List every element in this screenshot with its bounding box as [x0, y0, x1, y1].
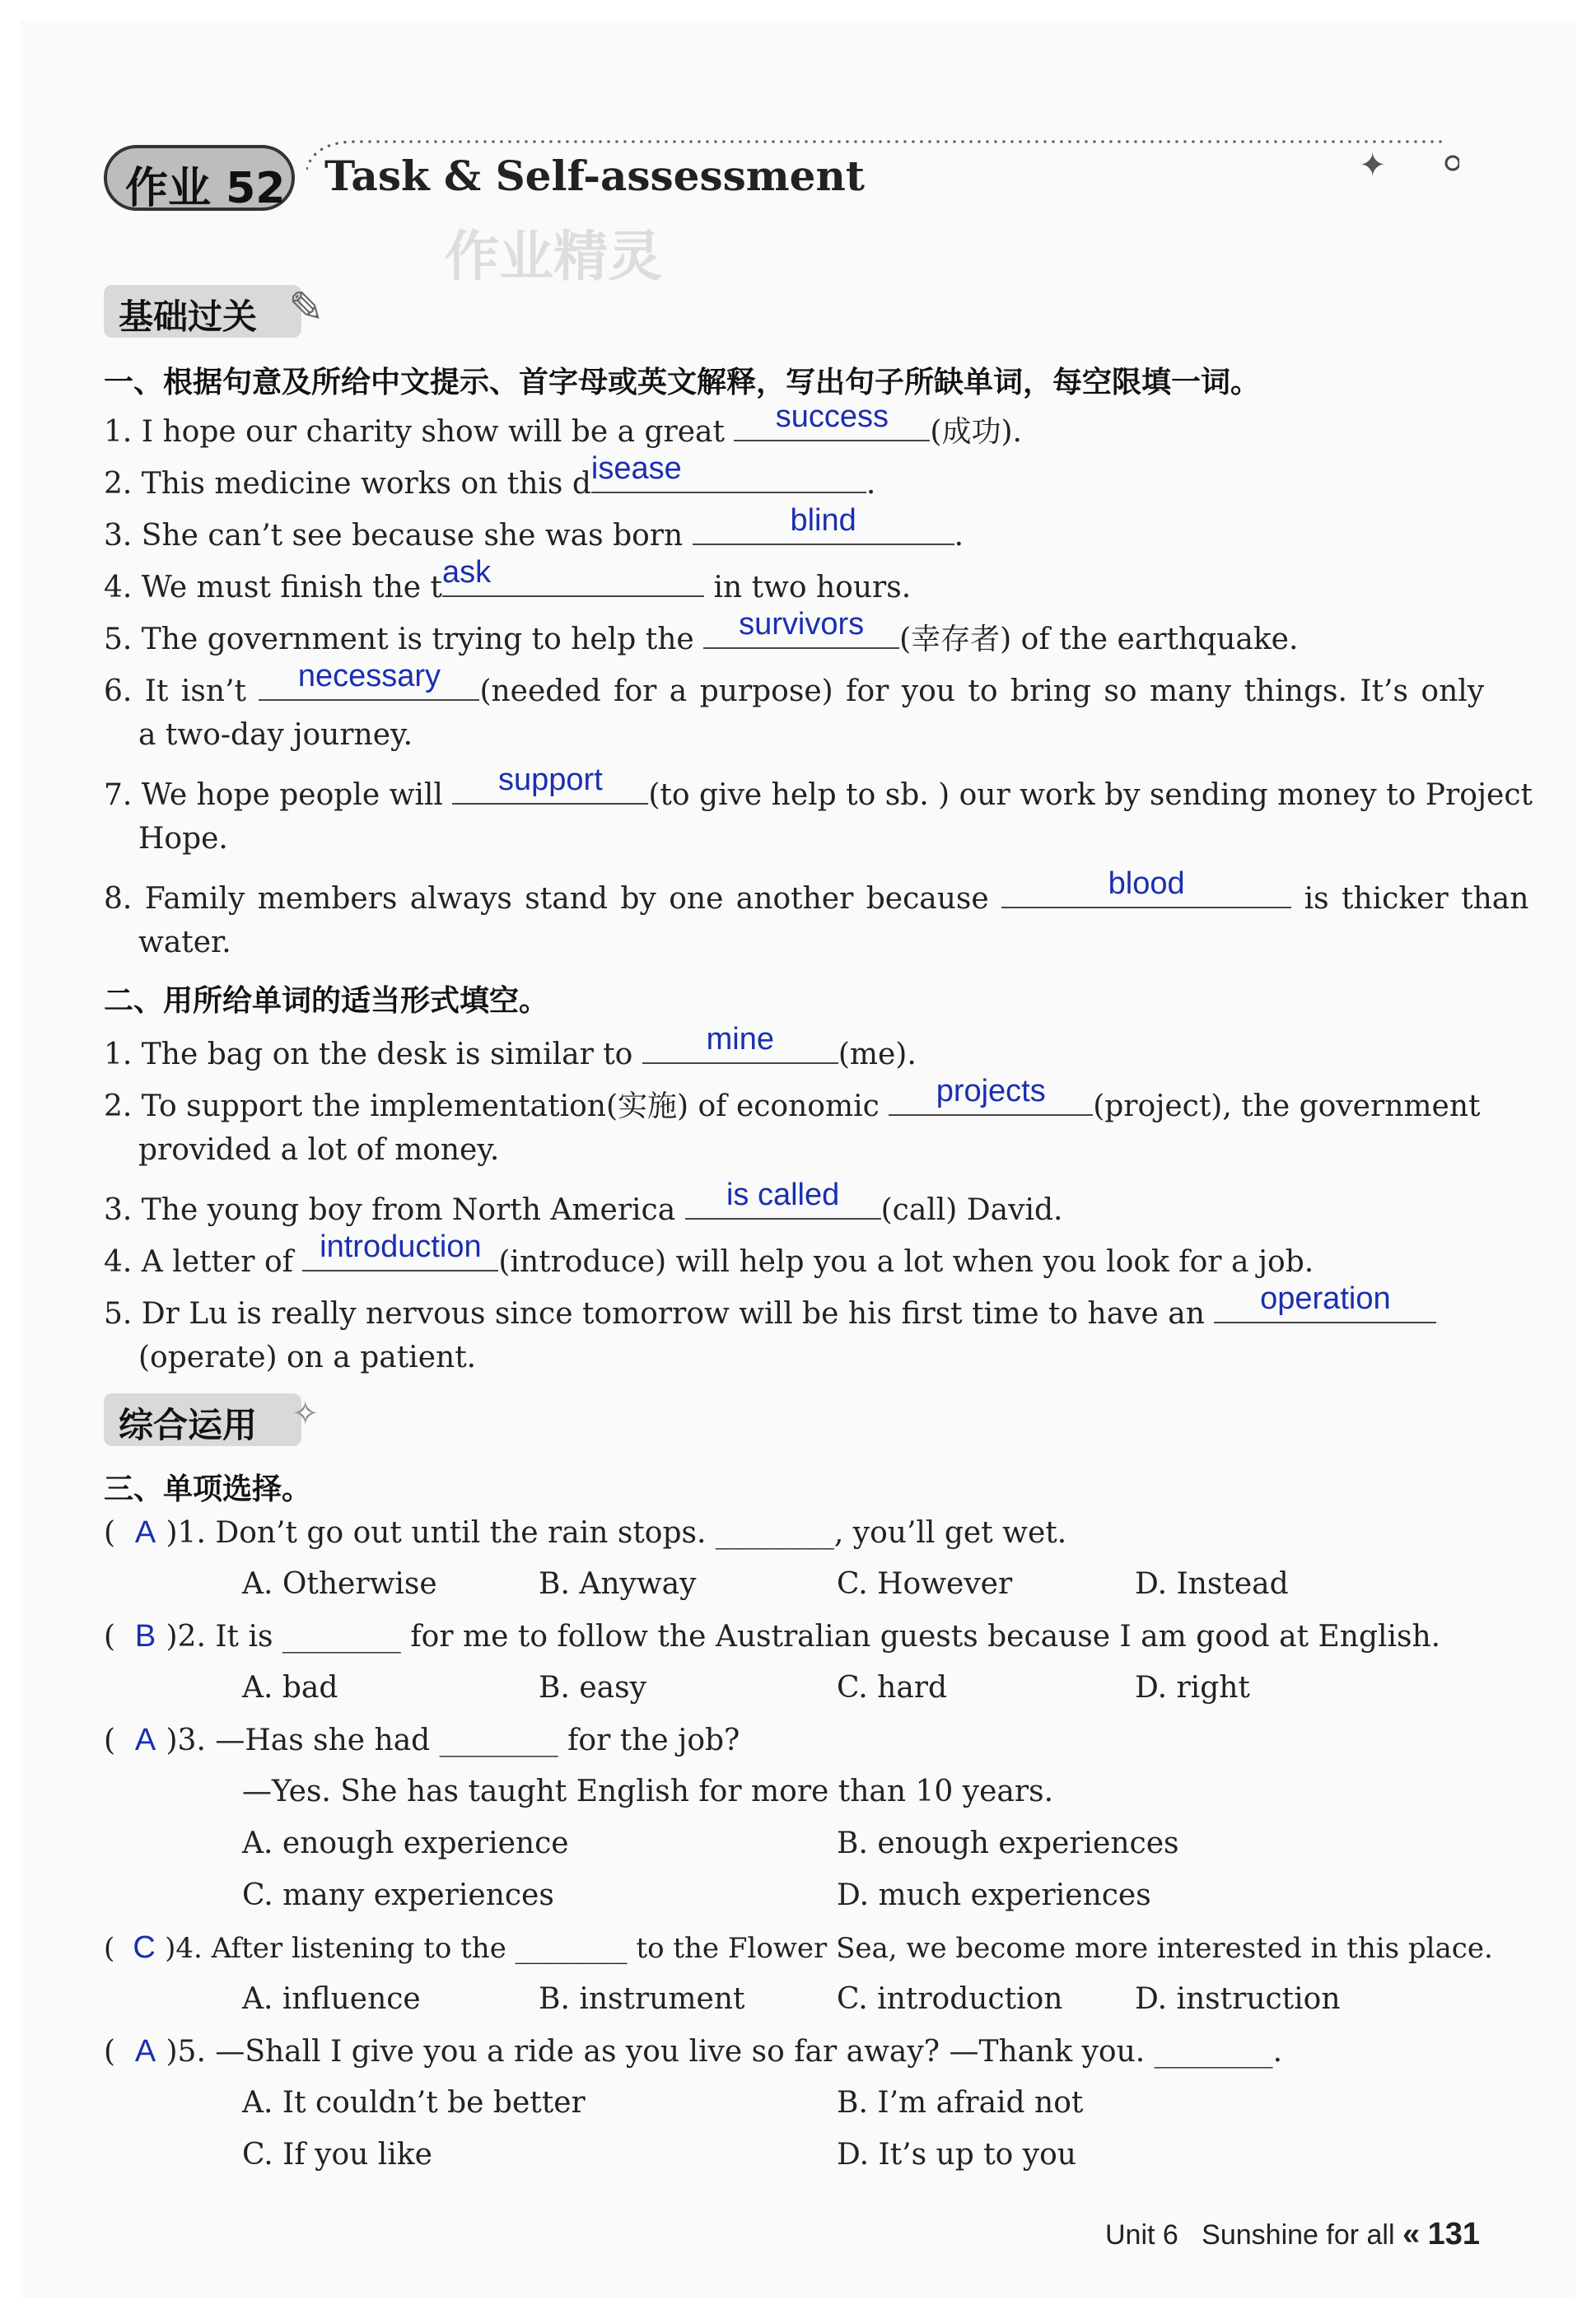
list-item: 5. Dr Lu is really nervous since tomorrow will be his first time to have an operation — [104, 1289, 1436, 1331]
list-item: 1. The bag on the desk is similar to mine (me). — [104, 1022, 917, 1071]
double-chevron-icon: « — [1402, 2217, 1421, 2251]
question: ( A )3. —Has she had ________ for the job? — [104, 1723, 740, 1757]
option: D. much experiences — [837, 1878, 1151, 1912]
sparkle-icon: ✧ — [292, 1395, 320, 1433]
option: A. influence — [242, 1982, 421, 2016]
list-item: 2. This medicine works on this d isease . — [104, 451, 876, 501]
mc-answer: A — [134, 2034, 156, 2069]
option: C. If you like — [242, 2138, 432, 2172]
list-item-continued: Hope. — [138, 822, 228, 856]
answer: introduction — [320, 1229, 482, 1264]
section-tag-basic: 基础过关 — [104, 285, 301, 338]
option: C. many experiences — [242, 1878, 554, 1912]
mc-answer: A — [134, 1515, 156, 1550]
option: B. easy — [539, 1671, 646, 1705]
mc-answer: C — [133, 1930, 156, 1965]
question-reply: —Yes. She has taught English for more than 10 years. — [242, 1775, 1054, 1808]
option: C. hard — [837, 1671, 948, 1705]
page-title: Task & Self-assessment — [324, 152, 865, 200]
list-item: 1. I hope our charity show will be a great success (成功). — [104, 399, 1022, 449]
assignment-badge: 作业 52 — [104, 145, 295, 211]
answer: isease — [590, 451, 682, 486]
question: ( C )4. After listening to the ________ to the Flower Sea, we become more interested in this place. — [104, 1930, 1493, 1965]
option: B. enough experiences — [837, 1827, 1179, 1860]
question: ( A )5. —Shall I give you a ride as you live so far away? —Thank you. ________. — [104, 2034, 1283, 2069]
answer: blood — [1108, 866, 1185, 901]
list-item: 8. Family members always stand by one another because blood is thicker than — [104, 866, 1529, 916]
answer: ask — [442, 555, 492, 590]
answer: support — [498, 763, 603, 797]
option: D. instruction — [1135, 1982, 1341, 2016]
footer-unit: Unit 6 — [1105, 2219, 1178, 2251]
answer: blind — [790, 503, 856, 538]
part1-heading: 一、根据句意及所给中文提示、首字母或英文解释，写出句子所缺单词，每空限填一词。 — [104, 366, 1261, 399]
option: C. However — [837, 1567, 1013, 1601]
answer: is called — [726, 1178, 840, 1212]
answer: mine — [706, 1022, 774, 1057]
answer: necessary — [297, 659, 441, 693]
list-item-continued: (operate) on a patient. — [138, 1341, 477, 1374]
section-tag-comprehensive: 综合运用 — [104, 1393, 301, 1446]
list-item: 2. To support the implementation(实施) of economic projects (project), the government — [104, 1074, 1481, 1123]
option: D. Instead — [1135, 1567, 1289, 1601]
pencil-icon: ✎ — [288, 283, 324, 333]
footer-topic: Sunshine for all — [1202, 2219, 1395, 2251]
list-item: 6. It isn’t necessary (needed for a purpose) for you to bring so many things. It’s only — [104, 659, 1485, 708]
list-item: 5. The government is trying to help the survivors (幸存者) of the earthquake. — [104, 607, 1299, 656]
option: B. instrument — [539, 1982, 745, 2016]
part3-heading: 三、单项选择。 — [104, 1472, 312, 1506]
option: A. enough experience — [242, 1827, 569, 1860]
option: A. It couldn’t be better — [242, 2086, 586, 2120]
list-item: 3. She can’t see because she was born blind . — [104, 503, 964, 553]
list-item-continued: provided a lot of money. — [138, 1133, 500, 1167]
watermark: 作业精灵 — [445, 225, 662, 288]
option: A. bad — [242, 1671, 338, 1705]
list-item: 4. We must finish the t ask in two hours. — [104, 555, 912, 604]
list-item: 3. The young boy from North America is called (call) David. — [104, 1178, 1063, 1227]
option: B. I’m afraid not — [837, 2086, 1084, 2120]
option: B. Anyway — [539, 1567, 697, 1601]
option: D. right — [1135, 1671, 1250, 1705]
option: C. introduction — [837, 1982, 1063, 2016]
page-number: 131 — [1427, 2217, 1480, 2251]
option: D. It’s up to you — [837, 2138, 1076, 2172]
answer: survivors — [739, 607, 865, 642]
answer: success — [775, 399, 889, 434]
answer: projects — [936, 1074, 1046, 1108]
list-item-continued: water. — [138, 926, 231, 959]
answer: operation — [1260, 1281, 1391, 1316]
sparkle-icon: ✦ — [1359, 147, 1387, 184]
question: ( B )2. It is ________ for me to follow the Australian guests because I am good at English. — [104, 1619, 1441, 1654]
mc-answer: B — [134, 1619, 156, 1654]
list-item-continued: a two-day journey. — [138, 718, 413, 752]
list-item: 7. We hope people will support (to give help to sb. ) our work by sending money to Project — [104, 763, 1533, 812]
page-footer — [1105, 2217, 1480, 2252]
option: A. Otherwise — [242, 1567, 437, 1601]
mc-answer: A — [134, 1723, 156, 1757]
question: ( A )1. Don’t go out until the rain stops. ________, you’ll get wet. — [104, 1515, 1067, 1550]
part2-heading: 二、用所给单词的适当形式填空。 — [104, 984, 549, 1018]
list-item: 4. A letter of introduction (introduce) will help you a lot when you look for a job. — [104, 1229, 1314, 1279]
